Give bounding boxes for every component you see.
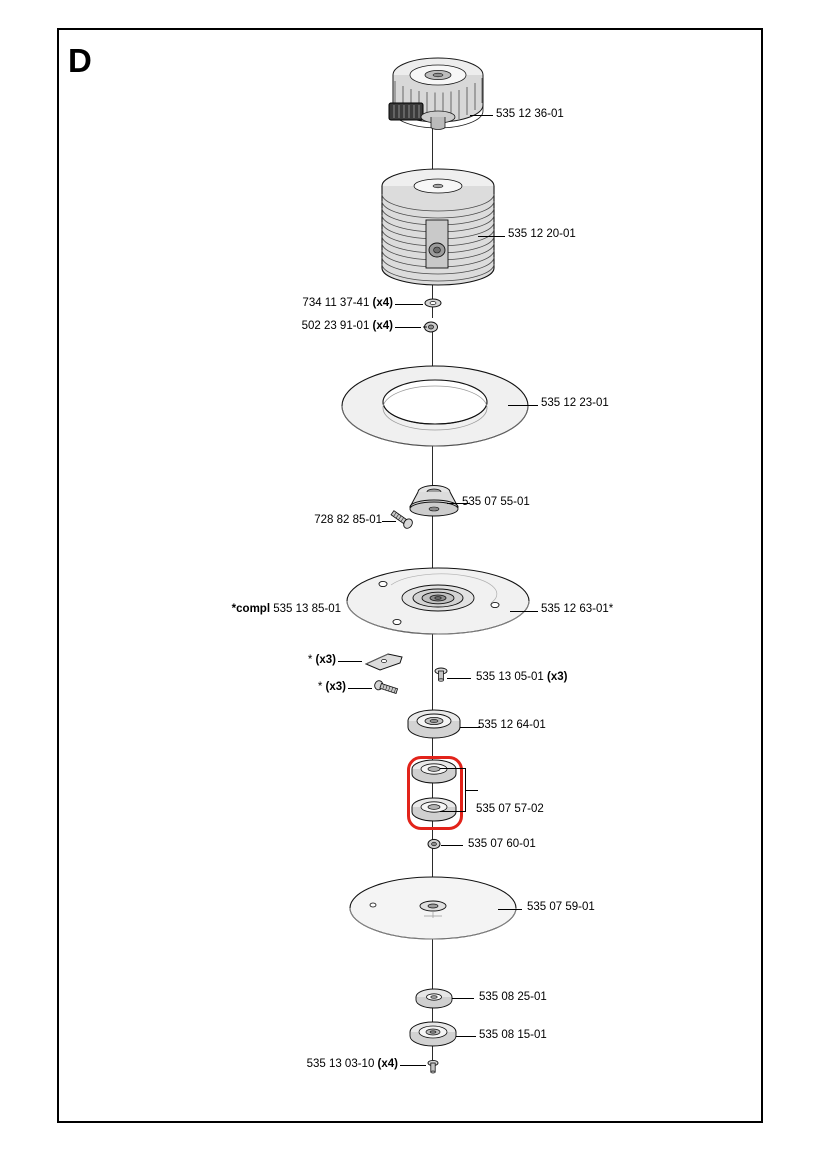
part-number-text: 535 07 59-01 <box>527 901 595 913</box>
leader-line-11 <box>348 688 372 689</box>
part-qty-text: (x4) <box>372 320 393 332</box>
part-label-535-13-05-01 <box>476 672 567 684</box>
leader-line-16 <box>498 909 522 910</box>
leader-line-12 <box>447 678 471 679</box>
part-qty-text: (x3) <box>315 654 336 666</box>
compl-prefix-text: *compl <box>231 603 271 615</box>
leader-line-4 <box>395 327 421 328</box>
part-blade-plate <box>345 556 531 646</box>
part-label-blade-x3 <box>278 655 336 667</box>
part-number-text: 535 12 64-01 <box>478 719 546 731</box>
part-number-text: * <box>317 681 326 693</box>
part-number-text: 728 82 85-01 <box>314 514 382 526</box>
part-label-screw-x3 <box>288 682 346 694</box>
leader-line-18 <box>456 1036 476 1037</box>
part-number-text: 535 13 05-01 <box>476 671 547 683</box>
part-label-535-12-23-01 <box>541 398 609 410</box>
leader-line-3 <box>395 304 423 305</box>
part-number-text: 535 08 15-01 <box>479 1029 547 1041</box>
part-bolt-small <box>418 318 448 336</box>
part-blade-small <box>360 650 406 674</box>
part-screw-728 <box>384 508 420 532</box>
leader-line-7 <box>382 521 396 522</box>
leader-line-19 <box>400 1065 426 1066</box>
part-label-535-07-60-01 <box>468 839 536 851</box>
part-bearing-535-12-64 <box>404 705 464 743</box>
part-label-535-07-59-01 <box>527 902 595 914</box>
part-number-text: 535 12 63-01* <box>541 603 614 615</box>
leader-line-9 <box>510 611 538 612</box>
part-hub-535-08-15 <box>406 1018 460 1050</box>
leader-line-10 <box>338 661 362 662</box>
part-label-734-11-37-41 <box>289 298 393 310</box>
part-number-text: 535 07 57-02 <box>476 803 544 815</box>
bracket-535-07-57-02 <box>440 768 466 812</box>
part-label-535-07-55-01 <box>462 497 530 509</box>
part-number-text: 535 07 55-01 <box>462 496 530 508</box>
part-washer-small <box>420 295 446 311</box>
part-motor-top <box>383 55 493 145</box>
leader-line-15 <box>441 845 463 846</box>
part-number-text: 535 12 20-01 <box>508 228 576 240</box>
part-number-text: * <box>307 654 316 666</box>
part-number-text: 535 12 23-01 <box>541 397 609 409</box>
part-label-535-12-20-01 <box>508 229 576 241</box>
part-number-text: 502 23 91-01 <box>301 320 373 332</box>
part-label-535-08-15-01 <box>479 1030 547 1042</box>
part-label-535-12-63-01 <box>541 604 613 616</box>
part-number-text: 535 08 25-01 <box>479 991 547 1003</box>
part-label-535-08-25-01 <box>479 992 547 1004</box>
leader-line-5 <box>508 405 538 406</box>
part-number-text: 734 11 37-41 <box>302 297 373 309</box>
part-label-728-82-85-01 <box>300 515 382 527</box>
part-label-535-13-85-01-compl <box>216 604 341 616</box>
part-label-535-07-57-02 <box>476 804 544 816</box>
part-qty-text: (x3) <box>546 671 568 683</box>
part-number-text: 535 13 85-01 <box>270 603 341 615</box>
part-rotor-stack <box>376 168 500 294</box>
plate-letter: D <box>68 42 92 79</box>
part-number-text: 535 13 03-10 <box>306 1058 378 1070</box>
leader-line-1 <box>470 115 493 116</box>
part-qty-text: (x4) <box>372 297 393 309</box>
part-label-535-13-03-10 <box>270 1059 398 1071</box>
part-disc-535-07-59 <box>348 872 518 944</box>
part-number-text: 535 07 60-01 <box>468 838 536 850</box>
part-washer-535-08-25 <box>412 985 456 1011</box>
part-number-text: 535 12 36-01 <box>496 108 564 120</box>
leader-line-13 <box>460 727 480 728</box>
leader-line-14 <box>466 790 478 791</box>
part-qty-text: (x4) <box>377 1058 398 1070</box>
part-qty-text: (x3) <box>325 681 346 693</box>
part-ring-cover <box>340 358 530 458</box>
part-label-502-23-91-01 <box>289 321 393 333</box>
part-label-535-12-64-01 <box>478 720 546 732</box>
part-nut-535-13-05 <box>431 664 453 686</box>
part-label-535-12-36-01 <box>496 109 564 121</box>
part-bolt-535-13-03 <box>423 1056 445 1078</box>
part-screw-blade <box>370 678 404 700</box>
leader-line-17 <box>452 998 474 999</box>
leader-line-2 <box>478 236 505 237</box>
